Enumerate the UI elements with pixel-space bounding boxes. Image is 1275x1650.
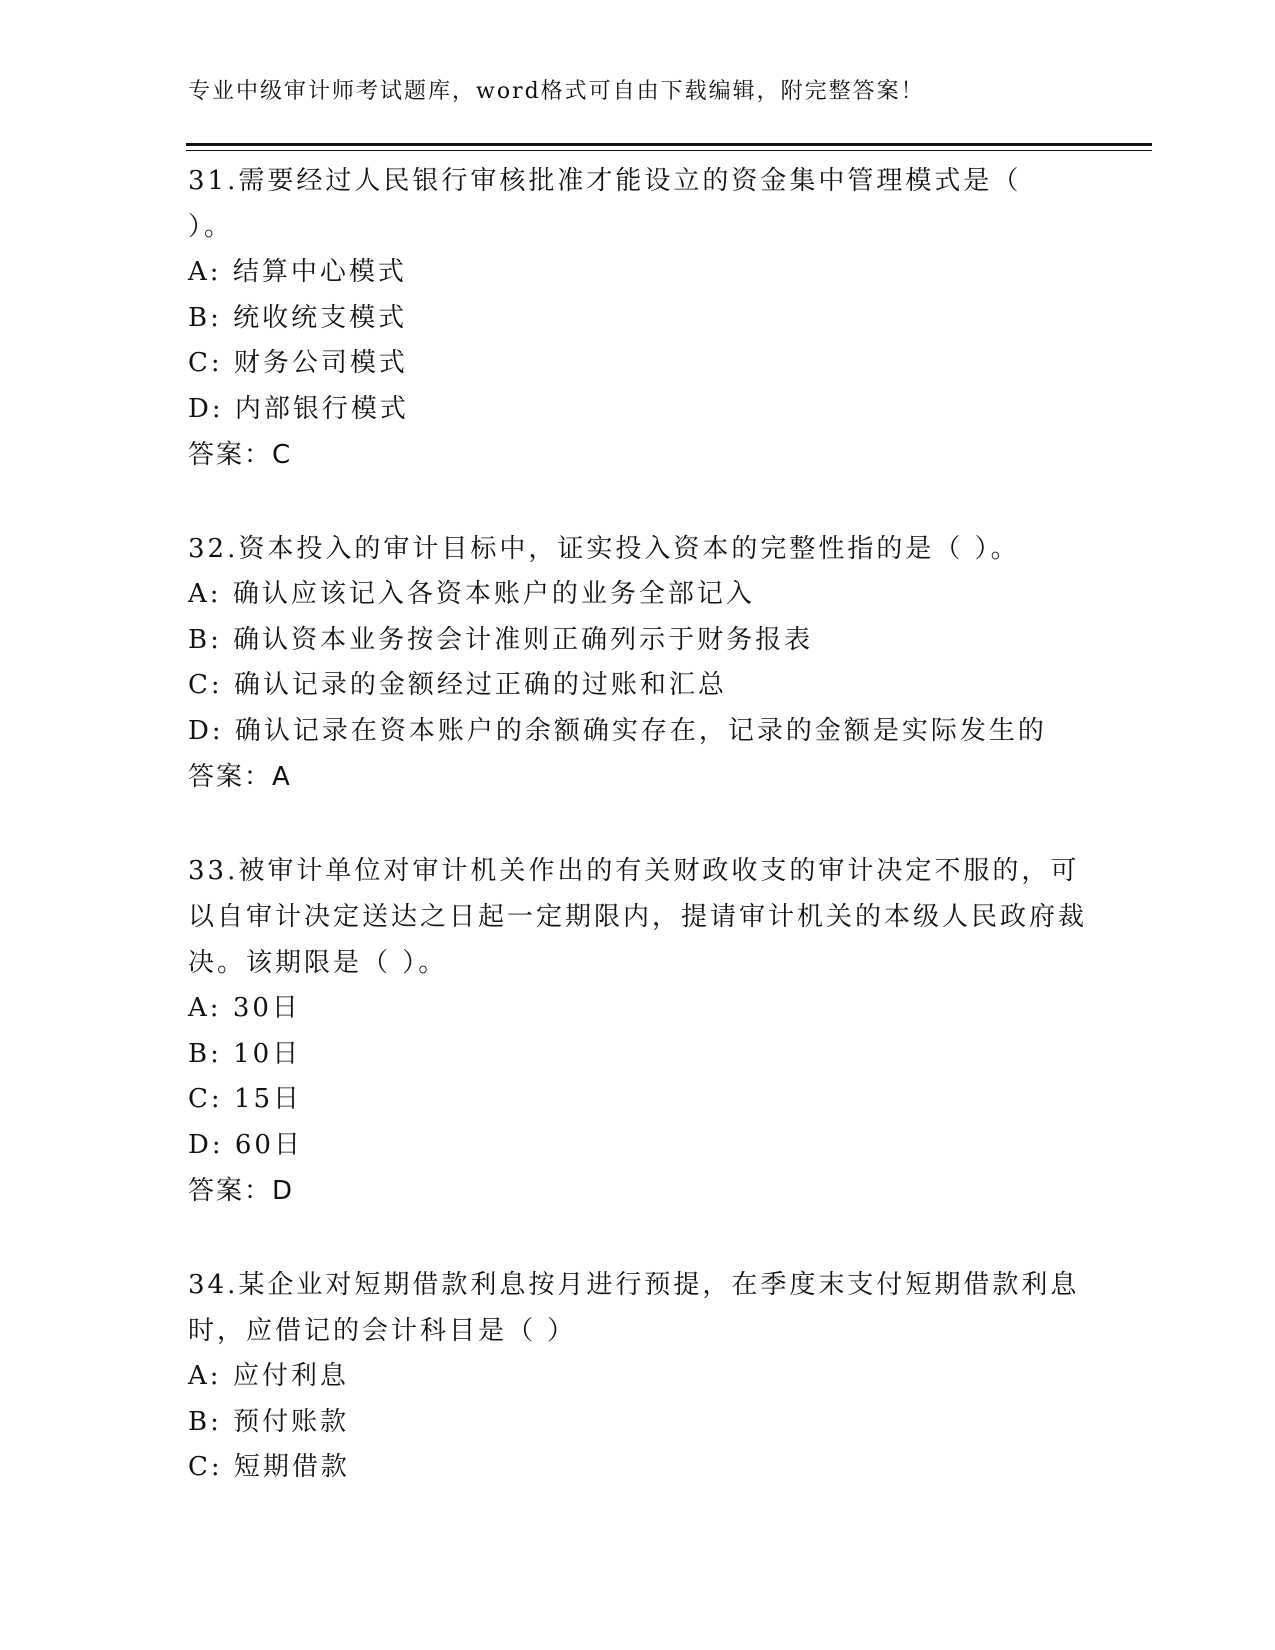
option-text: 统收统支模式 bbox=[233, 302, 408, 333]
question-stem: 某企业对短期借款利息按月进行预提，在季度末支付短期借款利息时，应借记的会计科目是（ ） bbox=[188, 1270, 1080, 1346]
answer-label: 答案： bbox=[188, 440, 273, 470]
option-label: B: bbox=[188, 624, 222, 655]
header-rule-thick bbox=[186, 143, 1152, 146]
option-text: 确认资本业务按会计准则正确列示于财务报表 bbox=[233, 624, 814, 655]
option-text: 财务公司模式 bbox=[233, 348, 408, 378]
option-text: 30日 bbox=[232, 993, 301, 1023]
option-text: 60日 bbox=[234, 1129, 303, 1160]
option-text: 10日 bbox=[233, 1038, 302, 1069]
question-number: 33. bbox=[188, 856, 239, 886]
question-stem-line-2: ）。 bbox=[188, 212, 234, 242]
option-label: B: bbox=[188, 1406, 222, 1437]
option-label: B: bbox=[188, 1038, 222, 1069]
question-text bbox=[188, 848, 1088, 986]
option-label: C: bbox=[188, 1452, 223, 1482]
answer-value: A bbox=[272, 762, 292, 792]
question-text bbox=[188, 1262, 1088, 1354]
option-c bbox=[188, 1077, 1088, 1123]
option-b bbox=[188, 618, 1088, 664]
option-text: 预付账款 bbox=[233, 1406, 350, 1437]
option-label: B: bbox=[188, 302, 222, 333]
question-number: 31. bbox=[188, 166, 239, 196]
answer-label: 答案： bbox=[188, 762, 273, 792]
option-label: A: bbox=[188, 993, 222, 1023]
question-spacer bbox=[188, 1214, 1088, 1262]
option-label: D: bbox=[188, 1129, 224, 1160]
option-text: 结算中心模式 bbox=[232, 257, 407, 287]
option-d bbox=[188, 709, 1088, 755]
option-a bbox=[188, 250, 1088, 296]
option-text: 15日 bbox=[233, 1084, 303, 1114]
option-c bbox=[188, 341, 1088, 387]
question-32 bbox=[188, 526, 1088, 800]
answer-label: 答案： bbox=[188, 1176, 273, 1206]
option-a bbox=[188, 986, 1088, 1032]
question-spacer bbox=[188, 478, 1088, 526]
question-list bbox=[188, 156, 1088, 1491]
option-text: 应付利息 bbox=[232, 1361, 349, 1391]
answer-line bbox=[188, 754, 1088, 800]
answer-line bbox=[188, 432, 1088, 478]
option-a bbox=[188, 1354, 1088, 1400]
option-c bbox=[188, 663, 1088, 709]
option-label: D: bbox=[188, 715, 224, 746]
option-label: A: bbox=[188, 579, 222, 609]
option-d bbox=[188, 1123, 1088, 1169]
question-stem-line-1: 需要经过人民银行审核批准才能设立的资金集中管理模式是（ bbox=[238, 166, 1022, 196]
question-number: 34. bbox=[188, 1270, 239, 1300]
question-33 bbox=[188, 848, 1088, 1214]
option-text: 确认记录在资本账户的余额确实存在，记录的金额是实际发生的 bbox=[234, 715, 1047, 746]
option-text: 确认应该记入各资本账户的业务全部记入 bbox=[232, 579, 755, 609]
option-d bbox=[188, 387, 1088, 433]
option-label: A: bbox=[188, 1361, 222, 1391]
option-label: A: bbox=[188, 257, 222, 287]
question-31 bbox=[188, 156, 1088, 478]
answer-line bbox=[188, 1168, 1088, 1214]
option-b bbox=[188, 1400, 1088, 1446]
option-label: C: bbox=[188, 1084, 223, 1114]
question-stem: 被审计单位对审计机关作出的有关财政收支的审计决定不服的，可以自审计决定送达之日起一定期限内，提请审计机关的本级人民政府裁决。该期限是（ ）。 bbox=[188, 856, 1088, 978]
question-spacer bbox=[188, 800, 1088, 848]
option-label: C: bbox=[188, 348, 223, 378]
option-a bbox=[188, 572, 1088, 618]
option-text: 短期借款 bbox=[233, 1452, 350, 1482]
option-text: 内部银行模式 bbox=[234, 393, 409, 424]
question-text bbox=[188, 526, 1088, 572]
page-header: 专业中级审计师考试题库，word格式可自由下载编辑，附完整答案！ bbox=[188, 79, 925, 104]
option-text: 确认记录的金额经过正确的过账和汇总 bbox=[233, 670, 727, 700]
option-c bbox=[188, 1445, 1088, 1491]
question-34 bbox=[188, 1262, 1088, 1491]
option-b bbox=[188, 296, 1088, 342]
answer-value: D bbox=[272, 1176, 295, 1206]
option-label: C: bbox=[188, 670, 223, 700]
question-text bbox=[188, 158, 1088, 250]
header-rule-thin bbox=[186, 150, 1152, 151]
option-b bbox=[188, 1032, 1088, 1078]
answer-value: C bbox=[272, 440, 293, 470]
question-stem: 资本投入的审计目标中，证实投入资本的完整性指的是（ ）。 bbox=[238, 534, 1020, 564]
question-number: 32. bbox=[188, 534, 239, 564]
option-label: D: bbox=[188, 393, 224, 424]
